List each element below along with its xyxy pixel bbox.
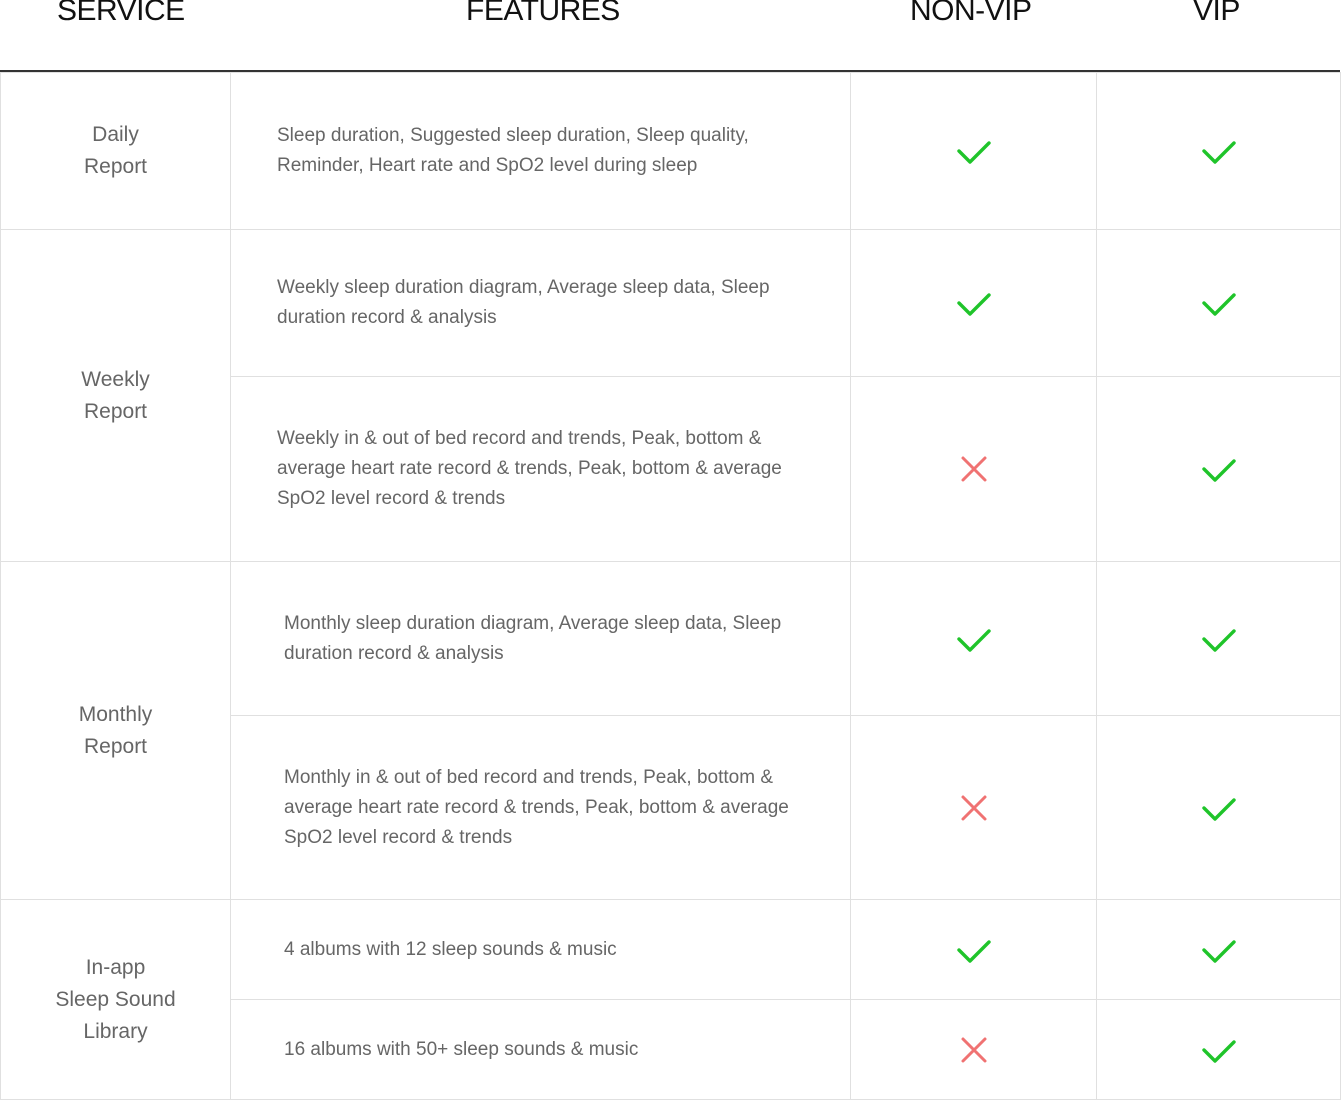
cross-icon <box>957 791 991 825</box>
cross-icon <box>957 452 991 486</box>
service-label-line: Report <box>83 399 148 423</box>
service-label-line: Report <box>83 734 148 758</box>
feature-cell <box>231 562 851 716</box>
service-label-line: Monthly <box>78 702 153 726</box>
non-vip-cell <box>851 230 1097 377</box>
non-vip-cell <box>851 377 1097 562</box>
non-vip-cell <box>851 73 1097 230</box>
service-label-line: Library <box>83 1019 148 1043</box>
vip-cell <box>1097 900 1341 1000</box>
check-icon <box>957 622 991 656</box>
check-icon <box>1202 933 1236 967</box>
service-label-line: In-app <box>85 955 146 979</box>
feature-text: Weekly in & out of bed record and trends, Peak, bottom & average heart rate record & trends, Peak, bottom & average SpO2 level record & trends <box>277 428 782 509</box>
non-vip-cell <box>851 716 1097 900</box>
check-icon <box>957 933 991 967</box>
table-row <box>1 562 1341 716</box>
check-icon <box>957 134 991 168</box>
feature-cell <box>231 716 851 900</box>
feature-text: 4 albums with 12 sleep sounds & music <box>284 938 617 960</box>
header-service: SERVICE <box>57 0 185 27</box>
service-cell <box>1 900 231 1100</box>
vip-cell <box>1097 377 1341 562</box>
vip-cell <box>1097 73 1341 230</box>
feature-cell <box>231 230 851 377</box>
feature-cell <box>231 900 851 1000</box>
header-features: FEATURES <box>466 0 620 27</box>
service-label-line: Daily <box>92 123 139 146</box>
feature-cell <box>231 1000 851 1100</box>
non-vip-cell <box>851 562 1097 716</box>
table-row <box>1 73 1341 230</box>
feature-text: 16 albums with 50+ sleep sounds & music <box>284 1038 639 1060</box>
vip-cell <box>1097 230 1341 377</box>
check-icon <box>1202 791 1236 825</box>
service-label-line: Weekly <box>81 367 150 391</box>
vip-cell <box>1097 562 1341 716</box>
feature-text: Monthly sleep duration diagram, Average sleep data, Sleep duration record & analysis <box>284 612 782 664</box>
table-row <box>1 230 1341 377</box>
feature-cell <box>231 73 851 230</box>
service-label-line: Report <box>83 155 148 178</box>
comparison-table <box>0 72 1341 1100</box>
check-icon <box>1202 622 1236 656</box>
feature-cell <box>231 377 851 562</box>
feature-text: Weekly sleep duration diagram, Average sleep data, Sleep duration record & analysis <box>277 277 770 328</box>
service-label-line: Sleep Sound <box>55 987 176 1011</box>
feature-text: Sleep duration, Suggested sleep duration, Sleep quality, Reminder, Heart rate and SpO2 level during sleep <box>277 125 749 176</box>
non-vip-cell <box>851 900 1097 1000</box>
check-icon <box>957 286 991 320</box>
vip-cell <box>1097 716 1341 900</box>
header-non-vip: NON-VIP <box>910 0 1032 27</box>
check-icon <box>1202 1033 1236 1067</box>
non-vip-cell <box>851 1000 1097 1100</box>
header-vip: VIP <box>1193 0 1240 27</box>
table-row <box>1 900 1341 1000</box>
cross-icon <box>957 1033 991 1067</box>
check-icon <box>1202 286 1236 320</box>
service-cell <box>1 562 231 900</box>
service-cell <box>1 73 231 230</box>
service-cell <box>1 230 231 562</box>
feature-text: Monthly in & out of bed record and trends, Peak, bottom & average heart rate record & trends, Peak, bottom & average SpO2 level record & trends <box>284 766 789 848</box>
check-icon <box>1202 452 1236 486</box>
check-icon <box>1202 134 1236 168</box>
vip-cell <box>1097 1000 1341 1100</box>
